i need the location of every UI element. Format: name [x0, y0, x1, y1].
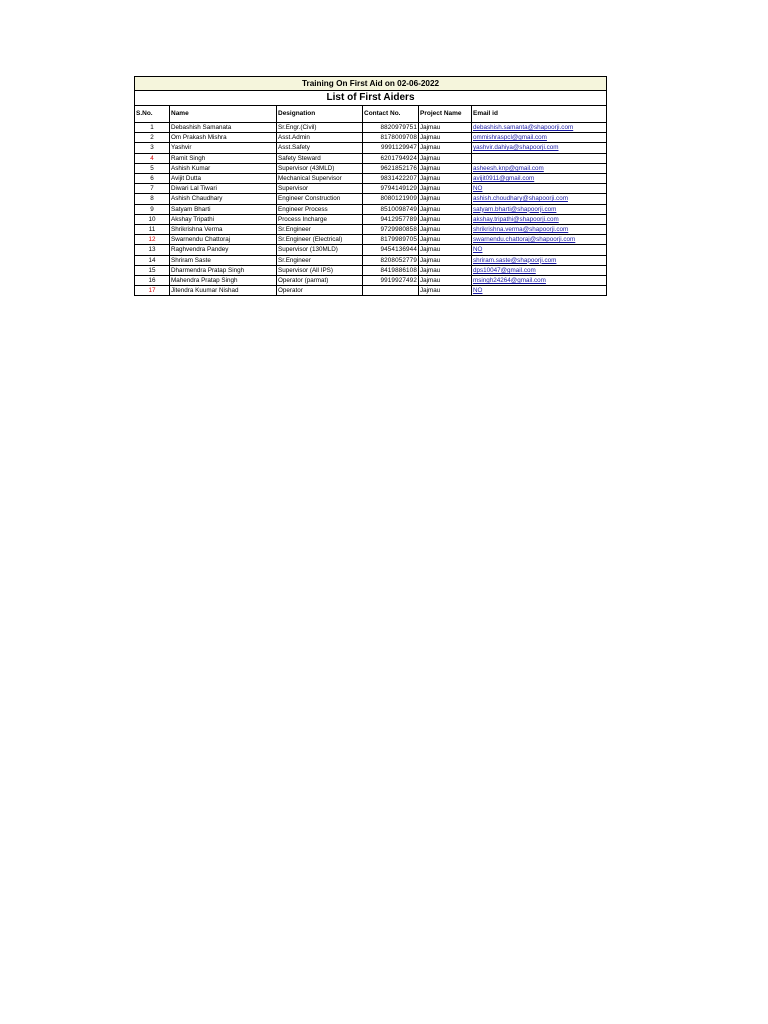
cell-project: Jajmau: [419, 123, 472, 133]
cell-designation: Operator: [277, 286, 363, 296]
cell-contact: 9621852176: [363, 163, 419, 173]
table-row: [135, 225, 607, 235]
cell-sno: 10: [135, 214, 170, 224]
cell-name: Jitendra Kuumar Nishad: [170, 286, 277, 296]
cell-project: Jajmau: [419, 286, 472, 296]
table-row: [135, 204, 607, 214]
cell-contact: [363, 286, 419, 296]
table-row: [135, 245, 607, 255]
cell-sno: 7: [135, 184, 170, 194]
cell-project: Jajmau: [419, 276, 472, 286]
cell-designation: Sr.Engineer (Electrical): [277, 235, 363, 245]
cell-name: Avijit Dutta: [170, 174, 277, 184]
cell-project: Jajmau: [419, 225, 472, 235]
cell-project: Jajmau: [419, 235, 472, 245]
cell-email[interactable]: NO: [472, 184, 607, 194]
table-row: [135, 194, 607, 204]
cell-project: Jajmau: [419, 163, 472, 173]
cell-sno: 2: [135, 133, 170, 143]
table-row: [135, 265, 607, 275]
cell-designation: Supervisor: [277, 184, 363, 194]
table-row: [135, 184, 607, 194]
cell-sno: 17: [135, 286, 170, 296]
table-body: [135, 123, 607, 296]
cell-email[interactable]: avijit0911@gmail.com: [472, 174, 607, 184]
cell-email[interactable]: ommishraspcl@gmail.com: [472, 133, 607, 143]
table-row: [135, 143, 607, 153]
cell-email[interactable]: NO: [472, 286, 607, 296]
cell-contact: 9919927492: [363, 276, 419, 286]
cell-name: Ramit Singh: [170, 153, 277, 163]
cell-email[interactable]: swarnendu.chattoraj@shapoorji.com: [472, 235, 607, 245]
table-row: [135, 235, 607, 245]
header-email: Email id: [472, 106, 607, 123]
cell-contact: 8080121909: [363, 194, 419, 204]
cell-email[interactable]: msingh24264@gmail.com: [472, 276, 607, 286]
cell-name: Shriram Saste: [170, 255, 277, 265]
cell-project: Jajmau: [419, 214, 472, 224]
cell-sno: 13: [135, 245, 170, 255]
cell-email[interactable]: dps10047@gmail.com: [472, 265, 607, 275]
cell-sno: 11: [135, 225, 170, 235]
cell-designation: Supervisor (43MLD): [277, 163, 363, 173]
cell-sno: 9: [135, 204, 170, 214]
table-row: [135, 276, 607, 286]
table-row: [135, 163, 607, 173]
cell-email[interactable]: ashish.choudhary@shapoorji.com: [472, 194, 607, 204]
cell-contact: 8178009708: [363, 133, 419, 143]
cell-name: Shrikrishna Verma: [170, 225, 277, 235]
cell-email: [472, 153, 607, 163]
cell-email[interactable]: shrikrishna.verma@shapoorji.com: [472, 225, 607, 235]
sheet-subtitle: List of First Aiders: [135, 91, 607, 106]
cell-contact: 8510098749: [363, 204, 419, 214]
cell-name: Diwari Lal Tiwari: [170, 184, 277, 194]
cell-project: Jajmau: [419, 204, 472, 214]
cell-project: Jajmau: [419, 143, 472, 153]
cell-contact: 8820979751: [363, 123, 419, 133]
cell-project: Jajmau: [419, 245, 472, 255]
cell-contact: 9991129947: [363, 143, 419, 153]
cell-name: Ashish Chaudhary: [170, 194, 277, 204]
header-designation: Designation: [277, 106, 363, 123]
cell-designation: Asst.Safety: [277, 143, 363, 153]
cell-designation: Sr.Engineer: [277, 255, 363, 265]
table-row: [135, 133, 607, 143]
cell-contact: 9794149129: [363, 184, 419, 194]
cell-project: Jajmau: [419, 194, 472, 204]
cell-contact: 8179989705: [363, 235, 419, 245]
cell-designation: Process Incharge: [277, 214, 363, 224]
cell-project: Jajmau: [419, 133, 472, 143]
header-row: [135, 106, 607, 123]
first-aiders-table: [134, 76, 607, 296]
cell-designation: Sr.Engr.(Civil): [277, 123, 363, 133]
subtitle-row: [135, 91, 607, 106]
cell-contact: 8208052779: [363, 255, 419, 265]
cell-name: Raghvendra Pandey: [170, 245, 277, 255]
cell-name: Ashish Kumar: [170, 163, 277, 173]
cell-email[interactable]: akshay.tripathi@shapoorji.com: [472, 214, 607, 224]
cell-sno: 3: [135, 143, 170, 153]
cell-sno: 5: [135, 163, 170, 173]
table-row: [135, 123, 607, 133]
cell-designation: Operator (parmat): [277, 276, 363, 286]
cell-sno: 15: [135, 265, 170, 275]
cell-email[interactable]: yashvir.dahiya@shapoorji.com: [472, 143, 607, 153]
cell-contact: 9831422207: [363, 174, 419, 184]
table-row: [135, 153, 607, 163]
cell-designation: Engineer Process: [277, 204, 363, 214]
cell-designation: Sr.Engineer: [277, 225, 363, 235]
cell-designation: Asst.Admin: [277, 133, 363, 143]
header-name: Name: [170, 106, 277, 123]
cell-sno: 16: [135, 276, 170, 286]
cell-contact: 8419886108: [363, 265, 419, 275]
cell-name: Dharmendra Pratap Singh: [170, 265, 277, 275]
cell-designation: Engineer Construction: [277, 194, 363, 204]
sheet-title: Training On First Aid on 02-06-2022: [135, 77, 607, 91]
header-sno: S.No.: [135, 106, 170, 123]
cell-project: Jajmau: [419, 255, 472, 265]
cell-email[interactable]: debashish.samanta@shapoorji.com: [472, 123, 607, 133]
cell-contact: 9412957789: [363, 214, 419, 224]
cell-project: Jajmau: [419, 265, 472, 275]
cell-email[interactable]: shriram.saste@shapoorji.com: [472, 255, 607, 265]
cell-email[interactable]: asheesh.knp@gmail.com: [472, 163, 607, 173]
cell-name: Satyam Bharti: [170, 204, 277, 214]
cell-name: Om Prakash Mishra: [170, 133, 277, 143]
table-row: [135, 214, 607, 224]
cell-name: Akshay Tripathi: [170, 214, 277, 224]
header-project: Project Name: [419, 106, 472, 123]
cell-sno: 12: [135, 235, 170, 245]
table-row: [135, 174, 607, 184]
cell-contact: 9454136944: [363, 245, 419, 255]
cell-name: Swarnendu Chattoraj: [170, 235, 277, 245]
header-contact: Contact No.: [363, 106, 419, 123]
cell-sno: 14: [135, 255, 170, 265]
cell-project: Jajmau: [419, 174, 472, 184]
cell-name: Mahendra Pratap Singh: [170, 276, 277, 286]
cell-designation: Supervisor (130MLD): [277, 245, 363, 255]
title-row: [135, 77, 607, 91]
cell-email[interactable]: satyam.bharti@shapoorji.com: [472, 204, 607, 214]
first-aiders-sheet: [134, 76, 606, 296]
cell-designation: Safety Steward: [277, 153, 363, 163]
cell-name: Debashish Samanata: [170, 123, 277, 133]
cell-contact: 6201794924: [363, 153, 419, 163]
cell-designation: Supervisor (All IPS): [277, 265, 363, 275]
cell-project: Jajmau: [419, 184, 472, 194]
cell-name: Yashvir: [170, 143, 277, 153]
cell-designation: Mechanical Supervisor: [277, 174, 363, 184]
cell-sno: 8: [135, 194, 170, 204]
cell-sno: 1: [135, 123, 170, 133]
cell-sno: 4: [135, 153, 170, 163]
cell-project: Jajmau: [419, 153, 472, 163]
cell-sno: 6: [135, 174, 170, 184]
table-row: [135, 286, 607, 296]
table-row: [135, 255, 607, 265]
cell-contact: 9729980858: [363, 225, 419, 235]
cell-email[interactable]: NO: [472, 245, 607, 255]
